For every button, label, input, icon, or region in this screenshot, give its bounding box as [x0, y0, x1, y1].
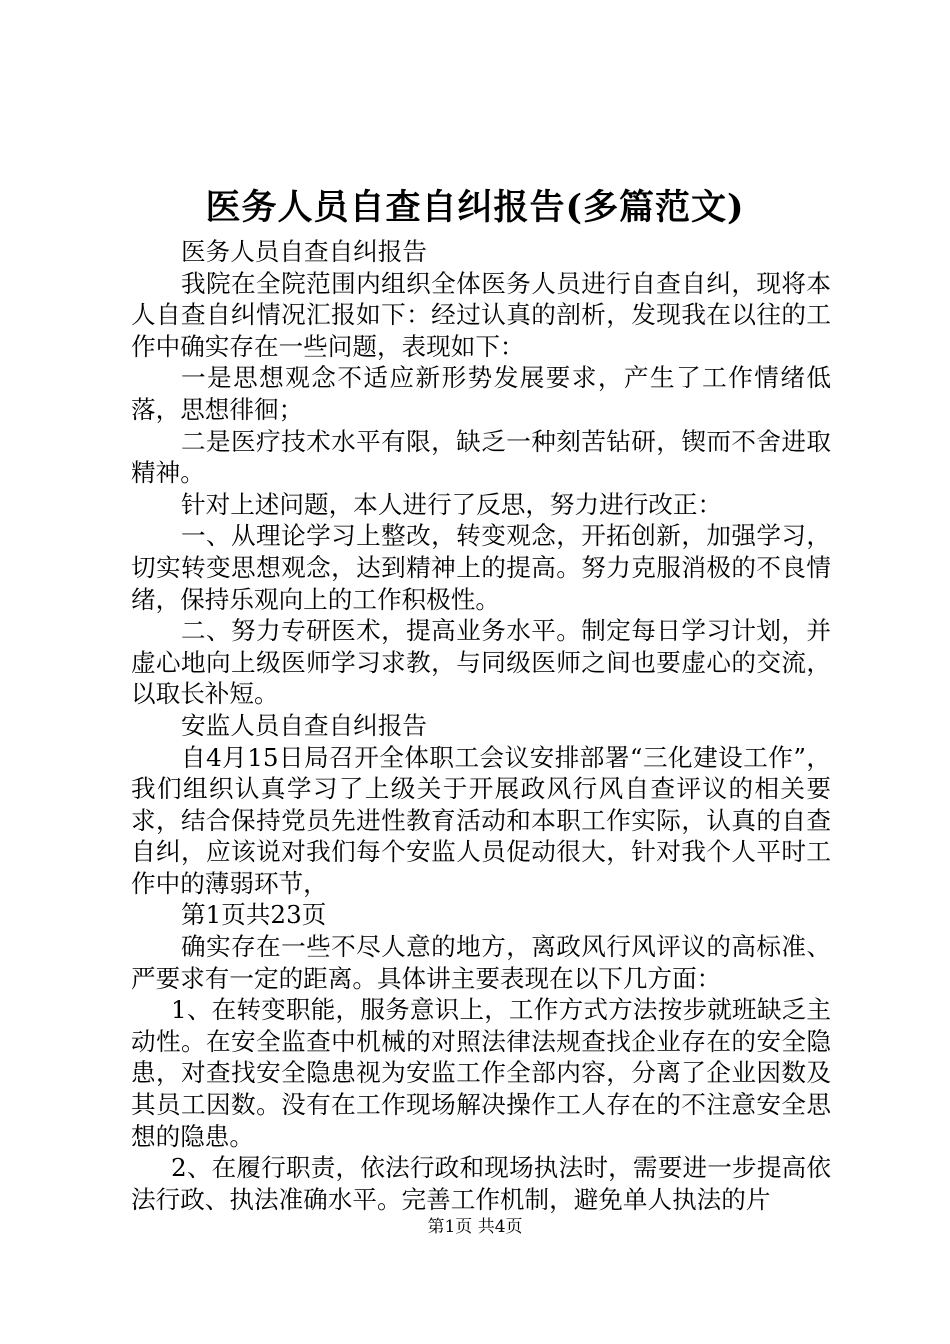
paragraph: 1、在转变职能，服务意识上，工作方式方法按步就班缺乏主动性。在安全监查中机械的对照法律法规查找企业存在的安全隐患，对查找安全隐患视为安监工作全部内容，分离了企业因数及其员工因数。没有在工作现场解决操作工人存在的不注意安全思想的隐患。	[131, 995, 831, 1151]
paragraph: 二、努力专研医术，提高业务水平。制定每日学习计划，并虚心地向上级医师学习求教，与同级医师之间也要虚心的交流，以取长补短。	[131, 616, 831, 709]
paragraph: 自4月15日局召开全体职工会议安排部署“三化建设工作”，我们组织认真学习了上级关于开展政风行风自查评议的相关要求，结合保持党员先进性教育活动和本职工作实际，认真的自查自纠，应该说对我们每个安监人员促动很大，针对我个人平时工作中的薄弱环节，	[131, 742, 831, 898]
paragraph: 我院在全院范围内组织全体医务人员进行自查自纠，现将本人自查自纠情况汇报如下：经过认真的剖析，发现我在以往的工作中确实存在一些问题，表现如下：	[131, 268, 831, 361]
paragraph: 二是医疗技术水平有限，缺乏一种刻苦钻研，锲而不舍进取精神。	[131, 426, 831, 488]
paragraph: 2、在履行职责，依法行政和现场执法时，需要进一步提高依法行政、执法准确水平。完善工作机制，避免单人执法的片	[131, 1153, 831, 1214]
inline-page-number: 第1页共23页	[181, 900, 327, 930]
page-footer: 第1页 共4页	[427, 1217, 523, 1237]
paragraph: 一、从理论学习上整改，转变观念，开拓创新，加强学习，切实转变思想观念，达到精神上的提高。努力克服消极的不良情绪，保持乐观向上的工作积极性。	[131, 521, 831, 614]
document-title: 医务人员自查自纠报告(多篇范文)	[205, 187, 745, 228]
paragraph: 确实存在一些不尽人意的地方，离政风行风评议的高标准、严要求有一定的距离。具体讲主要表现在以下几方面：	[131, 932, 831, 993]
section-heading: 医务人员自查自纠报告	[181, 237, 427, 266]
paragraph: 一是思想观念不适应新形势发展要求，产生了工作情绪低落，思想徘徊；	[131, 363, 831, 424]
paragraph: 针对上述问题，本人进行了反思，努力进行改正：	[181, 489, 723, 519]
document-body	[131, 236, 831, 1215]
section-heading: 安监人员自查自纠报告	[181, 710, 427, 740]
